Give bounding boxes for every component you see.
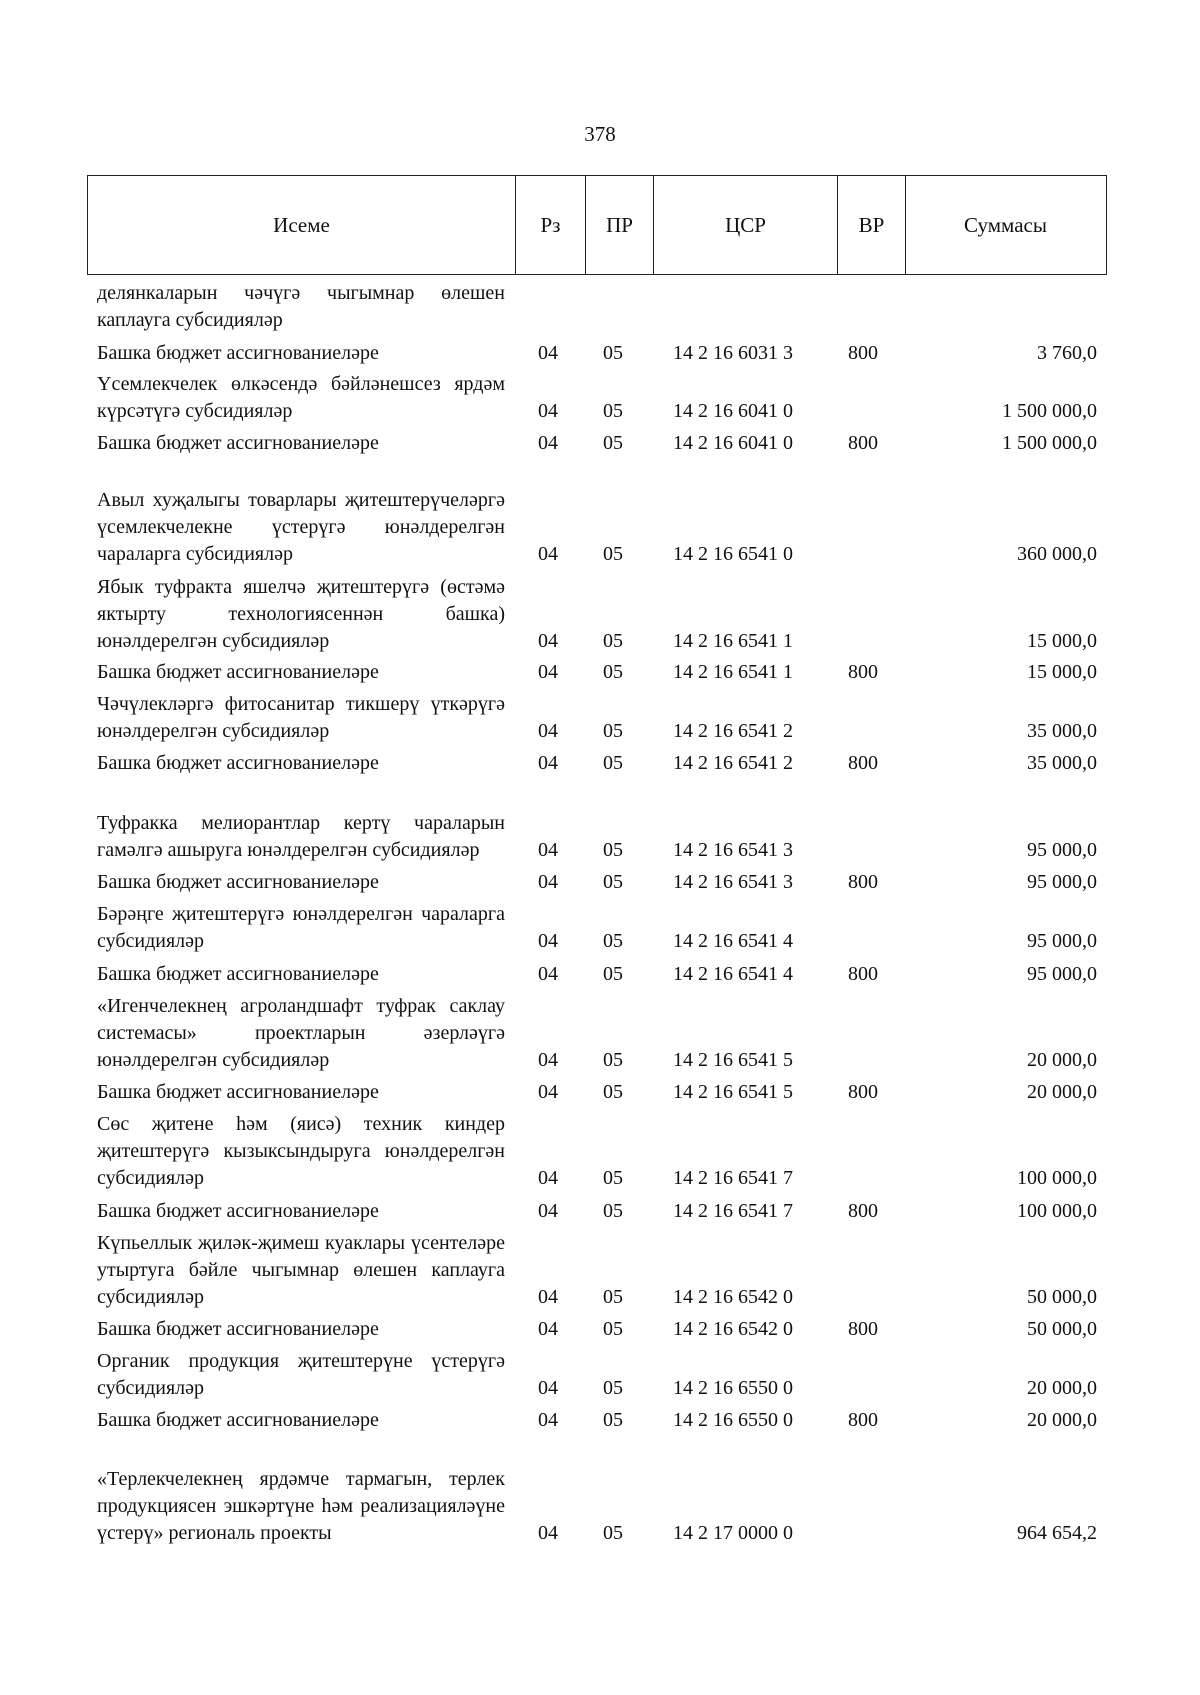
row-rz: 04	[538, 661, 558, 683]
row-rz: 04	[538, 963, 558, 985]
row-vr: 800	[848, 1318, 878, 1340]
row-rz: 04	[538, 400, 558, 422]
row-csr: 14 2 16 6541 1	[673, 630, 793, 652]
row-rz: 04	[538, 543, 558, 565]
row-vr: 800	[848, 661, 878, 683]
table-row	[0, 690, 1200, 745]
row-pr: 05	[603, 1286, 623, 1308]
table-row	[0, 991, 1200, 1074]
row-rz: 04	[538, 1200, 558, 1222]
row-name: Башка бюджет ассигнованиеләре	[97, 1200, 379, 1222]
row-name: «Терлекчелекнең ярдәмче тармагын, терлек продукциясен эшкәртүне һәм реализацияләүне үстерү» региональ проекты	[97, 1468, 505, 1544]
header-vr: ВР	[838, 176, 906, 274]
row-rz: 04	[538, 1522, 558, 1544]
row-sum: 3 760,0	[1037, 342, 1097, 364]
row-rz: 04	[538, 1409, 558, 1431]
row-name: «Игенчелекнең агроландшафт туфрак саклау системасы» проектларын әзерләүгә юнәлдерелгән субсидияләр	[97, 995, 505, 1071]
row-name: Башка бюджет ассигнованиеләре	[97, 661, 379, 683]
row-pr: 05	[603, 400, 623, 422]
row-rz: 04	[538, 342, 558, 364]
row-rz: 04	[538, 930, 558, 952]
row-sum: 50 000,0	[1027, 1318, 1097, 1340]
row-pr: 05	[603, 1167, 623, 1189]
row-name: Башка бюджет ассигнованиеләре	[97, 752, 379, 774]
row-vr: 800	[848, 1081, 878, 1103]
row-rz: 04	[538, 871, 558, 893]
row-pr: 05	[603, 342, 623, 364]
row-name: Сөс җитене һәм (яисә) техник киндер җитештерүгә кызыксындыруга юнәлдерелгән субсидияләр	[97, 1113, 505, 1189]
row-csr: 14 2 16 6041 0	[673, 432, 793, 454]
row-name: Башка бюджет ассигнованиеләре	[97, 1318, 379, 1340]
row-rz: 04	[538, 1377, 558, 1399]
row-name: Башка бюджет ассигнованиеләре	[97, 342, 379, 364]
row-sum: 20 000,0	[1027, 1049, 1097, 1071]
row-sum: 95 000,0	[1027, 871, 1097, 893]
row-pr: 05	[603, 1200, 623, 1222]
table-row	[0, 337, 1200, 367]
row-rz: 04	[538, 752, 558, 774]
row-name: Башка бюджет ассигнованиеләре	[97, 432, 379, 454]
row-name: Авыл хуҗалыгы товарлары җитештерүчеләргә үсемлекчелекне үстерүгә юнәлдерелгән чараларга субсидияләр	[97, 489, 505, 565]
row-csr: 14 2 16 6550 0	[673, 1377, 793, 1399]
row-pr: 05	[603, 1409, 623, 1431]
row-name: Органик продукция җитештерүне үстерүгә субсидияләр	[97, 1350, 505, 1399]
table-row	[0, 957, 1200, 988]
row-sum: 20 000,0	[1027, 1081, 1097, 1103]
row-csr: 14 2 16 6541 3	[673, 839, 793, 861]
table-row	[0, 1405, 1200, 1434]
table-row	[0, 1314, 1200, 1343]
row-name: Башка бюджет ассигнованиеләре	[97, 871, 379, 893]
table-row	[0, 1109, 1200, 1192]
row-rz: 04	[538, 1081, 558, 1103]
row-csr: 14 2 16 6541 7	[673, 1167, 793, 1189]
row-sum: 35 000,0	[1027, 752, 1097, 774]
row-csr: 14 2 16 6541 2	[673, 720, 793, 742]
row-name: Күпьеллык җиләк-җимеш куаклары үсентеләре утыртуга бәйле чыгымнар өлешен каплауга субсидияләр	[97, 1232, 505, 1308]
row-pr: 05	[603, 871, 623, 893]
row-name: Башка бюджет ассигнованиеләре	[97, 1081, 379, 1103]
row-vr: 800	[848, 963, 878, 985]
table-row	[0, 899, 1200, 955]
row-sum: 964 654,2	[1017, 1522, 1097, 1544]
row-name: Ябык туфракта яшелчә җитештерүгә (өстәмә яктырту технологиясеннән башка) юнәлдерелгән субсидияләр	[97, 576, 505, 652]
row-csr: 14 2 16 6550 0	[673, 1409, 793, 1431]
row-name: делянкаларын чәчүгә чыгымнар өлешен каплауга субсидияләр	[97, 282, 505, 331]
header-pr: ПР	[586, 176, 654, 274]
row-name: Чәчүлекләргә фитосанитар тикшерү үткәрүгә юнәлдерелгән субсидияләр	[97, 693, 505, 742]
table-row	[0, 748, 1200, 777]
row-name: Туфракка мелиорантлар кертү чараларын гамәлгә ашыруга юнәлдерелгән субсидияләр	[97, 812, 505, 861]
row-pr: 05	[603, 1081, 623, 1103]
row-pr: 05	[603, 1377, 623, 1399]
row-csr: 14 2 16 6541 4	[673, 963, 793, 985]
row-pr: 05	[603, 839, 623, 861]
row-pr: 05	[603, 543, 623, 565]
row-pr: 05	[603, 661, 623, 683]
table-row	[0, 1077, 1200, 1106]
row-csr: 14 2 16 6542 0	[673, 1318, 793, 1340]
row-rz: 04	[538, 432, 558, 454]
row-csr: 14 2 16 6541 0	[673, 543, 793, 565]
row-pr: 05	[603, 1318, 623, 1340]
row-pr: 05	[603, 963, 623, 985]
row-csr: 14 2 16 6541 2	[673, 752, 793, 774]
row-sum: 20 000,0	[1027, 1377, 1097, 1399]
table-row	[0, 572, 1200, 655]
row-rz: 04	[538, 720, 558, 742]
row-rz: 04	[538, 839, 558, 861]
table-row	[0, 1437, 1200, 1547]
row-sum: 360 000,0	[1017, 543, 1097, 565]
header-csr: ЦСР	[654, 176, 838, 274]
row-vr: 800	[848, 1200, 878, 1222]
table-row	[0, 656, 1200, 686]
row-rz: 04	[538, 1049, 558, 1071]
row-pr: 05	[603, 1522, 623, 1544]
row-sum: 15 000,0	[1027, 630, 1097, 652]
table-row	[0, 460, 1200, 568]
row-vr: 800	[848, 752, 878, 774]
row-name: Башка бюджет ассигнованиеләре	[97, 963, 379, 985]
row-rz: 04	[538, 1167, 558, 1189]
row-vr: 800	[848, 342, 878, 364]
row-sum: 15 000,0	[1027, 661, 1097, 683]
row-pr: 05	[603, 930, 623, 952]
row-csr: 14 2 16 6542 0	[673, 1286, 793, 1308]
row-name: Башка бюджет ассигнованиеләре	[97, 1409, 379, 1431]
row-rz: 04	[538, 1318, 558, 1340]
row-pr: 05	[603, 752, 623, 774]
row-pr: 05	[603, 432, 623, 454]
row-csr: 14 2 16 6031 3	[673, 342, 793, 364]
row-csr: 14 2 16 6541 4	[673, 930, 793, 952]
row-vr: 800	[848, 1409, 878, 1431]
table-row	[0, 780, 1200, 864]
row-pr: 05	[603, 720, 623, 742]
row-sum: 100 000,0	[1017, 1200, 1097, 1222]
row-name: Бәрәңге җитештерүгә юнәлдерелгән чараларга субсидияләр	[97, 903, 505, 952]
row-pr: 05	[603, 630, 623, 652]
table-row	[0, 428, 1200, 457]
row-csr: 14 2 16 6541 7	[673, 1200, 793, 1222]
page-number: 378	[584, 122, 616, 146]
header-sum: Суммасы	[964, 212, 1047, 237]
row-csr: 14 2 16 6541 5	[673, 1081, 793, 1103]
row-csr: 14 2 16 6041 0	[673, 400, 793, 422]
row-rz: 04	[538, 1286, 558, 1308]
row-sum: 20 000,0	[1027, 1409, 1097, 1431]
header-name: Исеме	[88, 176, 516, 274]
row-csr: 14 2 16 6541 1	[673, 661, 793, 683]
row-sum: 1 500 000,0	[1002, 400, 1097, 422]
row-sum: 95 000,0	[1027, 930, 1097, 952]
row-sum: 35 000,0	[1027, 720, 1097, 742]
row-rz: 04	[538, 630, 558, 652]
table-row	[0, 280, 1200, 334]
row-sum: 95 000,0	[1027, 963, 1097, 985]
row-sum: 50 000,0	[1027, 1286, 1097, 1308]
row-vr: 800	[848, 432, 878, 454]
table-row	[0, 1346, 1200, 1402]
row-sum: 1 500 000,0	[1002, 432, 1097, 454]
row-pr: 05	[603, 1049, 623, 1071]
row-name: Үсемлекчелек өлкәсендә бәйләнешсез ярдәм күрсәтүгә субсидияләр	[97, 373, 505, 422]
table-row	[0, 1228, 1200, 1311]
table-row	[0, 1195, 1200, 1225]
row-sum: 100 000,0	[1017, 1167, 1097, 1189]
row-vr: 800	[848, 871, 878, 893]
table-row	[0, 866, 1200, 896]
row-sum: 95 000,0	[1027, 839, 1097, 861]
table-row	[0, 370, 1200, 425]
row-csr: 14 2 16 6541 3	[673, 871, 793, 893]
header-rz: Рз	[516, 176, 586, 274]
row-csr: 14 2 17 0000 0	[673, 1522, 793, 1544]
row-csr: 14 2 16 6541 5	[673, 1049, 793, 1071]
